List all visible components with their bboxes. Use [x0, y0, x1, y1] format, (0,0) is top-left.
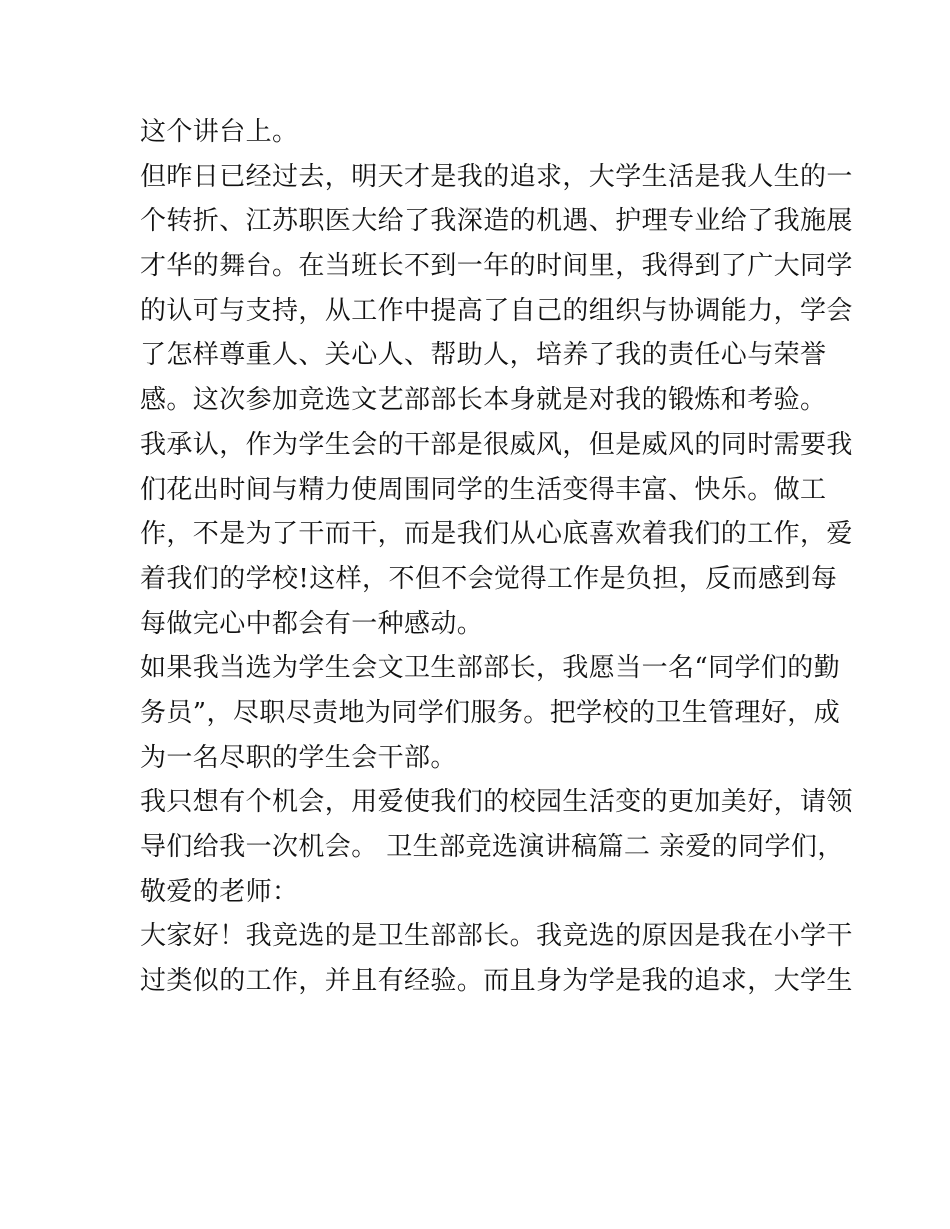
text-line: 作，不是为了干而干，而是我们从心底喜欢着我们的工作，爱 [140, 519, 853, 550]
text-line: 着我们的学校!这样，不但不会觉得工作是负担，反而感到每 [140, 563, 838, 594]
text-line: 过类似的工作，并且有经验。而且身为学是我的追求，大学生 [140, 966, 853, 997]
text-line: 们花出时间与精力使周围同学的生活变得丰富、快乐。做工 [140, 474, 827, 505]
text-line: 但昨日已经过去，明天才是我的追求，大学生活是我人生的一 [140, 161, 853, 192]
text-line: 感。这次参加竞选文艺部部长本身就是对我的锻炼和考验。 [140, 385, 827, 416]
text-line: 我只想有个机会，用爱使我们的校园生活变的更加美好，请领 [140, 787, 853, 818]
speech-text-body [140, 110, 853, 1004]
text-line: 务员”，尽职尽责地为同学们服务。把学校的卫生管理好，成 [140, 697, 841, 728]
text-line: 每做完心中都会有一种感动。 [140, 608, 484, 639]
text-line: 为一名尽职的学生会干部。 [140, 742, 457, 773]
text-line: 的认可与支持，从工作中提高了自己的组织与协调能力，学会 [140, 295, 853, 326]
text-line: 了怎样尊重人、关心人、帮助人，培养了我的责任心与荣誉 [140, 340, 827, 371]
text-line: 个转折、江苏职医大给了我深造的机遇、护理专业给了我施展 [140, 206, 853, 237]
text-line: 这个讲台上。 [140, 117, 299, 147]
text-line: 如果我当选为学生会文卫生部部长，我愿当一名“同学们的勤 [140, 653, 841, 684]
text-line: 我承认，作为学生会的干部是很威风，但是威风的同时需要我 [140, 429, 853, 460]
text-line: 导们给我一次机会。 卫生部竞选演讲稿篇二 亲爱的同学们， [140, 832, 844, 862]
text-line: 敬爱的老师： [140, 876, 299, 907]
text-line: 大家好！我竞选的是卫生部部长。我竞选的原因是我在小学干 [140, 921, 853, 952]
text-line: 才华的舞台。在当班长不到一年的时间里，我得到了广大同学 [140, 251, 853, 282]
